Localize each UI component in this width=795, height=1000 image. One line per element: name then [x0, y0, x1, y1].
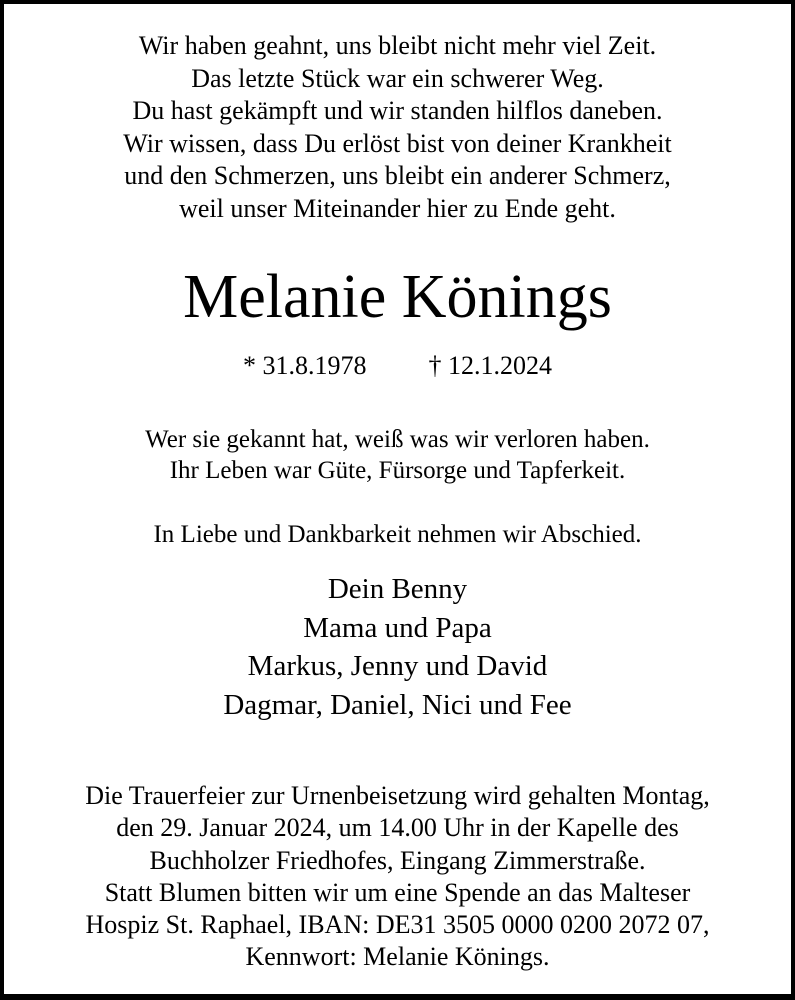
info-line: Kennwort: Melanie Könings.	[245, 942, 550, 972]
poem-line: Wir wissen, dass Du erlöst bist von deiner Krankheit	[123, 128, 672, 158]
poem-line: Das letzte Stück war ein schwerer Weg.	[191, 63, 604, 93]
family-member: Markus, Jenny und David	[247, 650, 548, 682]
poem-line: Wir haben geahnt, uns bleibt nicht mehr viel Zeit.	[138, 31, 657, 60]
life-dates	[0, 350, 795, 382]
family-list	[0, 570, 795, 724]
family-member: Dagmar, Daniel, Nici und Fee	[223, 688, 572, 721]
deceased-name: Melanie Könings	[183, 263, 612, 331]
info-line: den 29. Januar 2024, um 14.00 Uhr in der Kapelle des	[116, 813, 679, 843]
birth-date: * 31.8.1978	[243, 351, 367, 380]
poem	[0, 30, 795, 225]
info-line: Hospiz St. Raphael, IBAN: DE31 3505 0000 0200 2072 07,	[85, 910, 710, 940]
poem-line: Du hast gekämpft und wir standen hilflos daneben.	[132, 96, 663, 125]
info-line: Buchholzer Friedhofes, Eingang Zimmerstraße.	[149, 845, 646, 875]
poem-line: und den Schmerzen, uns bleibt ein anderer Schmerz,	[124, 161, 671, 190]
poem-line: weil unser Miteinander hier zu Ende geht.	[179, 193, 616, 223]
farewell-line: In Liebe und Dankbarkeit nehmen wir Abschied.	[153, 521, 642, 548]
family-member: Dein Benny	[327, 573, 468, 605]
quote-line: Wer sie gekannt hat, weiß was wir verloren haben.	[145, 426, 650, 453]
quote-line: Ihr Leben war Güte, Fürsorge und Tapferkeit.	[169, 457, 626, 484]
family-member: Mama und Papa	[303, 611, 492, 644]
quote	[0, 424, 795, 486]
death-date: † 12.1.2024	[428, 351, 552, 380]
info-line: Statt Blumen bitten wir um eine Spende an das Malteser	[104, 877, 691, 907]
info-line: Die Trauerfeier zur Urnenbeisetzung wird gehalten Montag,	[85, 781, 710, 810]
ceremony-info	[0, 780, 795, 974]
